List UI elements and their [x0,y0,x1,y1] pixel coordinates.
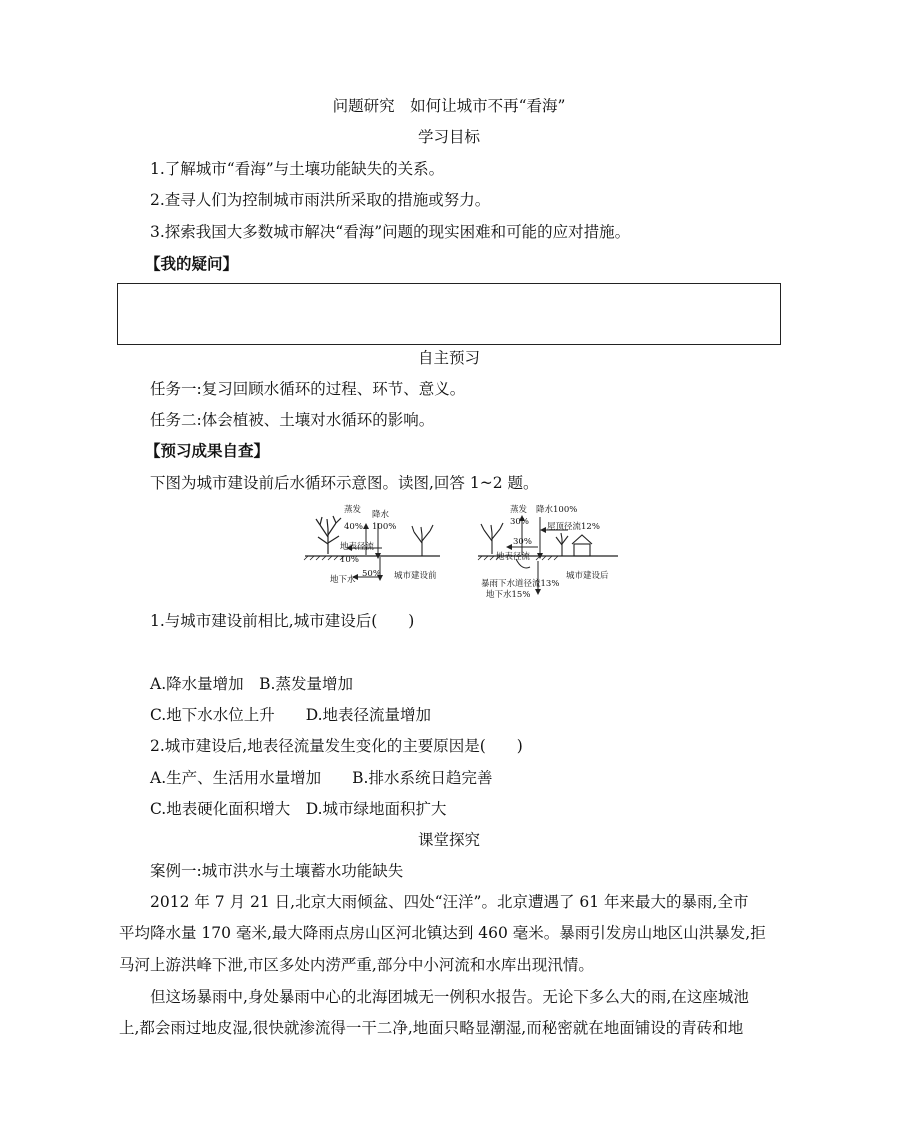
paragraph-line: 马河上游洪峰下泄,市区多处内涝严重,部分中小河流和水库出现汛情。 [119,956,594,974]
fig-after-evap-pct: 30% [510,517,529,527]
fig-after-caption: 城市建设后 [566,571,609,581]
goal-item: 1.了解城市“看海”与土壤功能缺失的关系。 [150,160,445,178]
fig-before-runoff-pct: 10% [340,555,359,565]
fig-before-caption: 城市建设前 [394,571,437,581]
paragraph-line: 但这场暴雨中,身处暴雨中心的北海团城无一例积水报告。无论下多么大的雨,在这座城池 [150,988,749,1006]
fig-after-roof: 屋顶径流12% [547,522,600,532]
q1-stem: 1.与城市建设前相比,城市建设后( ) [150,612,415,630]
tree-icon [412,525,433,556]
q2-stem: 2.城市建设后,地表径流量发生变化的主要原因是( ) [150,737,523,755]
selfcheck-heading: 【预习成果自查】 [145,441,270,460]
house-icon [572,535,592,556]
tree-icon [481,523,503,554]
fig-before-evap: 蒸发 [344,505,362,515]
paragraph-line: 上,都会雨过地皮湿,很快就渗流得一干二净,地面只略显潮湿,而秘密就在地面铺设的青砖和地 [119,1019,744,1037]
questions-box[interactable] [117,283,781,345]
fig-before-runoff: 地表径流 [340,542,375,552]
tree-icon [316,516,341,554]
case1-title: 案例一:城市洪水与土壤蓄水功能缺失 [150,862,404,880]
fig-after-storm: 暴雨下水道径流13% [481,579,560,589]
task-item: 任务一:复习回顾水循环的过程、环节、意义。 [150,380,466,398]
paragraph-line: 平均降水量 170 毫米,最大降雨点房山区河北镇达到 460 毫米。暴雨引发房山地区山洪暴发,拒 [119,924,766,942]
fig-after-precip: 降水100% [536,505,578,515]
preview-heading: 自主预习 [417,349,480,367]
goals-heading: 学习目标 [417,128,480,146]
fig-after-evap: 蒸发 [510,505,528,515]
fig-before-groundwater: 地下水 [330,575,356,585]
task-item: 任务二:体会植被、土壤对水循环的影响。 [150,411,435,429]
q2-options-row: C.地表硬化面积增大 D.城市绿地面积扩大 [150,800,447,818]
goal-item: 3.探索我国大多数城市解决“看海”问题的现实困难和可能的应对措施。 [150,223,631,241]
paragraph-line: 2012 年 7 月 21 日,北京大雨倾盆、四处“汪洋”。北京遭遇了 61 年来最大的暴雨,全市 [150,893,749,911]
water-cycle-figure [300,499,622,603]
q1-options-row: C.地下水水位上升 D.地表径流量增加 [150,706,432,724]
q2-options-row: A.生产、生活用水量增加 B.排水系统日趋完善 [150,769,493,787]
fig-before-precip-pct: 100% [372,522,397,532]
fig-after-runoff-pct: 30% [513,537,532,547]
fig-after-runoff: 地表径流 [496,552,531,562]
page-title: 问题研究 如何让城市不再“看海” [332,97,566,115]
tree-icon [556,533,568,556]
fig-after-groundwater: 地下水15% [486,590,531,600]
fig-before-evap-pct: 40% [344,522,363,532]
fig-before-groundwater-pct: 50% [362,569,381,579]
fig-before-precip: 降水 [372,510,390,520]
q1-options-row: A.降水量增加 B.蒸发量增加 [150,675,353,693]
figure-intro: 下图为城市建设前后水循环示意图。读图,回答 1~2 题。 [150,474,539,492]
questions-heading: 【我的疑问】 [145,254,239,273]
goal-item: 2.查寻人们为控制城市雨洪所采取的措施或努力。 [150,191,491,209]
explore-heading: 课堂探究 [417,831,480,849]
